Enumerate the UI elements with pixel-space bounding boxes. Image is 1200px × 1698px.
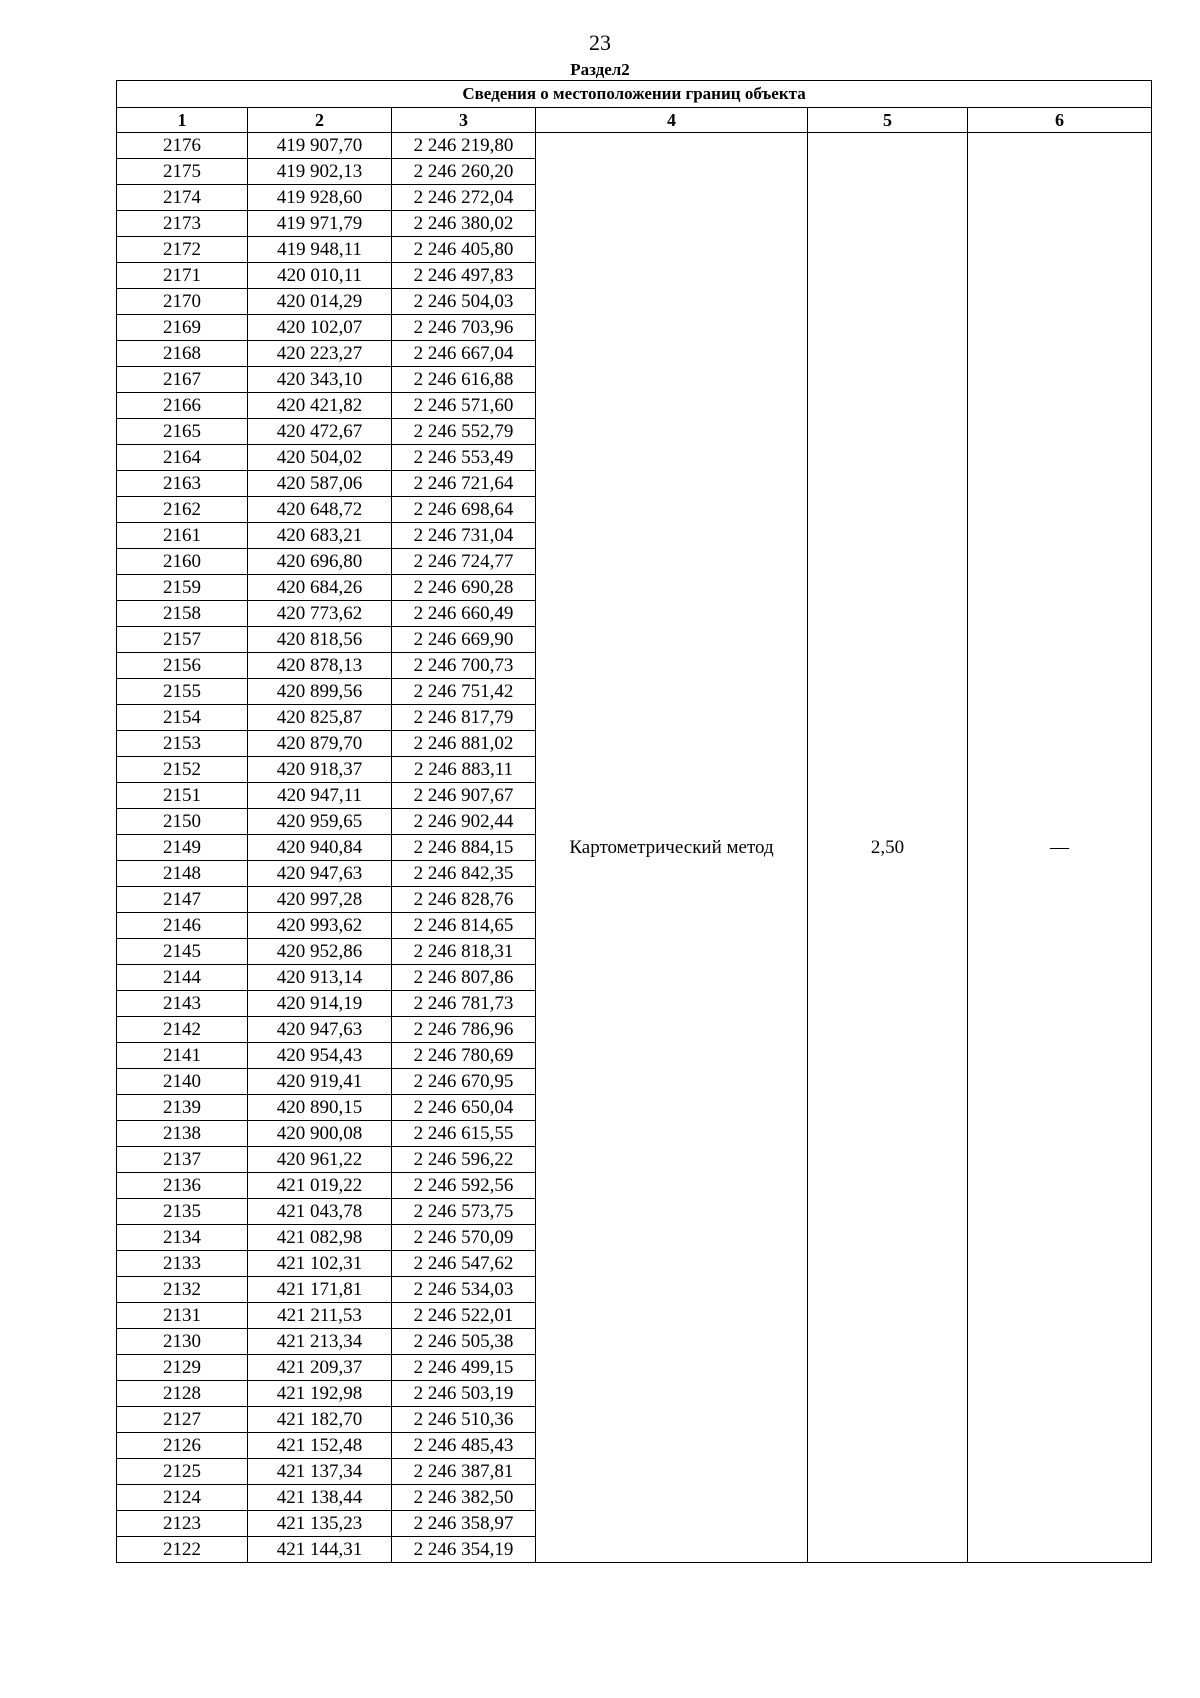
x-coordinate-cell: 420 102,07 — [248, 315, 392, 341]
point-number-cell: 2132 — [117, 1277, 248, 1303]
y-coordinate-cell: 2 246 571,60 — [392, 393, 536, 419]
column-6-cell: — — [968, 133, 1152, 1563]
x-coordinate-cell: 420 993,62 — [248, 913, 392, 939]
y-coordinate-cell: 2 246 405,80 — [392, 237, 536, 263]
point-number-cell: 2176 — [117, 133, 248, 159]
point-number-cell: 2147 — [117, 887, 248, 913]
x-coordinate-cell: 419 907,70 — [248, 133, 392, 159]
y-coordinate-cell: 2 246 499,15 — [392, 1355, 536, 1381]
y-coordinate-cell: 2 246 724,77 — [392, 549, 536, 575]
point-number-cell: 2157 — [117, 627, 248, 653]
x-coordinate-cell: 420 952,86 — [248, 939, 392, 965]
point-number-cell: 2150 — [117, 809, 248, 835]
point-number-cell: 2134 — [117, 1225, 248, 1251]
point-number-cell: 2146 — [117, 913, 248, 939]
x-coordinate-cell: 419 902,13 — [248, 159, 392, 185]
y-coordinate-cell: 2 246 786,96 — [392, 1017, 536, 1043]
y-coordinate-cell: 2 246 907,67 — [392, 783, 536, 809]
y-coordinate-cell: 2 246 698,64 — [392, 497, 536, 523]
y-coordinate-cell: 2 246 592,56 — [392, 1173, 536, 1199]
x-coordinate-cell: 420 773,62 — [248, 601, 392, 627]
point-number-cell: 2174 — [117, 185, 248, 211]
x-coordinate-cell: 420 684,26 — [248, 575, 392, 601]
y-coordinate-cell: 2 246 615,55 — [392, 1121, 536, 1147]
y-coordinate-cell: 2 246 382,50 — [392, 1485, 536, 1511]
y-coordinate-cell: 2 246 272,04 — [392, 185, 536, 211]
x-coordinate-cell: 420 890,15 — [248, 1095, 392, 1121]
point-number-cell: 2153 — [117, 731, 248, 757]
method-cell: Картометрический метод — [536, 133, 808, 1563]
y-coordinate-cell: 2 246 780,69 — [392, 1043, 536, 1069]
y-coordinate-cell: 2 246 669,90 — [392, 627, 536, 653]
point-number-cell: 2138 — [117, 1121, 248, 1147]
x-coordinate-cell: 420 961,22 — [248, 1147, 392, 1173]
y-coordinate-cell: 2 246 842,35 — [392, 861, 536, 887]
table-caption: Сведения о местоположении границ объекта — [117, 81, 1152, 108]
y-coordinate-cell: 2 246 828,76 — [392, 887, 536, 913]
table-caption-row — [117, 81, 1152, 108]
y-coordinate-cell: 2 246 570,09 — [392, 1225, 536, 1251]
x-coordinate-cell: 421 019,22 — [248, 1173, 392, 1199]
x-coordinate-cell: 420 825,87 — [248, 705, 392, 731]
point-number-cell: 2137 — [117, 1147, 248, 1173]
column-header-1: 1 — [117, 108, 248, 133]
y-coordinate-cell: 2 246 380,02 — [392, 211, 536, 237]
point-number-cell: 2135 — [117, 1199, 248, 1225]
point-number-cell: 2175 — [117, 159, 248, 185]
column-header-4: 4 — [536, 108, 808, 133]
x-coordinate-cell: 420 947,63 — [248, 861, 392, 887]
y-coordinate-cell: 2 246 573,75 — [392, 1199, 536, 1225]
y-coordinate-cell: 2 246 660,49 — [392, 601, 536, 627]
x-coordinate-cell: 420 899,56 — [248, 679, 392, 705]
y-coordinate-cell: 2 246 721,64 — [392, 471, 536, 497]
point-number-cell: 2166 — [117, 393, 248, 419]
y-coordinate-cell: 2 246 667,04 — [392, 341, 536, 367]
y-coordinate-cell: 2 246 814,65 — [392, 913, 536, 939]
y-coordinate-cell: 2 246 881,02 — [392, 731, 536, 757]
column-header-2: 2 — [248, 108, 392, 133]
point-number-cell: 2151 — [117, 783, 248, 809]
y-coordinate-cell: 2 246 534,03 — [392, 1277, 536, 1303]
point-number-cell: 2129 — [117, 1355, 248, 1381]
point-number-cell: 2156 — [117, 653, 248, 679]
point-number-cell: 2162 — [117, 497, 248, 523]
point-number-cell: 2145 — [117, 939, 248, 965]
point-number-cell: 2126 — [117, 1433, 248, 1459]
y-coordinate-cell: 2 246 670,95 — [392, 1069, 536, 1095]
x-coordinate-cell: 420 818,56 — [248, 627, 392, 653]
y-coordinate-cell: 2 246 260,20 — [392, 159, 536, 185]
point-number-cell: 2149 — [117, 835, 248, 861]
point-number-cell: 2160 — [117, 549, 248, 575]
accuracy-cell: 2,50 — [808, 133, 968, 1563]
x-coordinate-cell: 419 928,60 — [248, 185, 392, 211]
x-coordinate-cell: 420 648,72 — [248, 497, 392, 523]
y-coordinate-cell: 2 246 358,97 — [392, 1511, 536, 1537]
y-coordinate-cell: 2 246 902,44 — [392, 809, 536, 835]
y-coordinate-cell: 2 246 553,49 — [392, 445, 536, 471]
point-number-cell: 2154 — [117, 705, 248, 731]
point-number-cell: 2142 — [117, 1017, 248, 1043]
y-coordinate-cell: 2 246 817,79 — [392, 705, 536, 731]
y-coordinate-cell: 2 246 354,19 — [392, 1537, 536, 1563]
x-coordinate-cell: 420 940,84 — [248, 835, 392, 861]
point-number-cell: 2130 — [117, 1329, 248, 1355]
point-number-cell: 2169 — [117, 315, 248, 341]
point-number-cell: 2164 — [117, 445, 248, 471]
x-coordinate-cell: 420 696,80 — [248, 549, 392, 575]
x-coordinate-cell: 420 947,63 — [248, 1017, 392, 1043]
point-number-cell: 2155 — [117, 679, 248, 705]
x-coordinate-cell: 420 587,06 — [248, 471, 392, 497]
y-coordinate-cell: 2 246 505,38 — [392, 1329, 536, 1355]
point-number-cell: 2159 — [117, 575, 248, 601]
x-coordinate-cell: 420 683,21 — [248, 523, 392, 549]
point-number-cell: 2163 — [117, 471, 248, 497]
x-coordinate-cell: 420 014,29 — [248, 289, 392, 315]
table-header-row — [117, 108, 1152, 133]
y-coordinate-cell: 2 246 807,86 — [392, 965, 536, 991]
x-coordinate-cell: 419 971,79 — [248, 211, 392, 237]
y-coordinate-cell: 2 246 884,15 — [392, 835, 536, 861]
point-number-cell: 2144 — [117, 965, 248, 991]
x-coordinate-cell: 421 138,44 — [248, 1485, 392, 1511]
x-coordinate-cell: 421 171,81 — [248, 1277, 392, 1303]
x-coordinate-cell: 421 137,34 — [248, 1459, 392, 1485]
point-number-cell: 2172 — [117, 237, 248, 263]
page-number: 23 — [589, 30, 611, 55]
y-coordinate-cell: 2 246 503,19 — [392, 1381, 536, 1407]
table-body — [117, 133, 1152, 1563]
column-header-5: 5 — [808, 108, 968, 133]
y-coordinate-cell: 2 246 510,36 — [392, 1407, 536, 1433]
point-number-cell: 2148 — [117, 861, 248, 887]
x-coordinate-cell: 420 914,19 — [248, 991, 392, 1017]
x-coordinate-cell: 420 223,27 — [248, 341, 392, 367]
y-coordinate-cell: 2 246 883,11 — [392, 757, 536, 783]
table-row — [117, 133, 1152, 159]
x-coordinate-cell: 420 919,41 — [248, 1069, 392, 1095]
y-coordinate-cell: 2 246 703,96 — [392, 315, 536, 341]
point-number-cell: 2168 — [117, 341, 248, 367]
column-header-6: 6 — [968, 108, 1152, 133]
y-coordinate-cell: 2 246 552,79 — [392, 419, 536, 445]
y-coordinate-cell: 2 246 497,83 — [392, 263, 536, 289]
point-number-cell: 2123 — [117, 1511, 248, 1537]
point-number-cell: 2167 — [117, 367, 248, 393]
y-coordinate-cell: 2 246 690,28 — [392, 575, 536, 601]
x-coordinate-cell: 420 959,65 — [248, 809, 392, 835]
y-coordinate-cell: 2 246 731,04 — [392, 523, 536, 549]
point-number-cell: 2128 — [117, 1381, 248, 1407]
x-coordinate-cell: 421 152,48 — [248, 1433, 392, 1459]
point-number-cell: 2136 — [117, 1173, 248, 1199]
x-coordinate-cell: 420 913,14 — [248, 965, 392, 991]
point-number-cell: 2122 — [117, 1537, 248, 1563]
y-coordinate-cell: 2 246 818,31 — [392, 939, 536, 965]
point-number-cell: 2173 — [117, 211, 248, 237]
point-number-cell: 2152 — [117, 757, 248, 783]
x-coordinate-cell: 421 082,98 — [248, 1225, 392, 1251]
x-coordinate-cell: 419 948,11 — [248, 237, 392, 263]
point-number-cell: 2158 — [117, 601, 248, 627]
x-coordinate-cell: 420 878,13 — [248, 653, 392, 679]
point-number-cell: 2139 — [117, 1095, 248, 1121]
y-coordinate-cell: 2 246 219,80 — [392, 133, 536, 159]
point-number-cell: 2170 — [117, 289, 248, 315]
x-coordinate-cell: 421 211,53 — [248, 1303, 392, 1329]
y-coordinate-cell: 2 246 616,88 — [392, 367, 536, 393]
y-coordinate-cell: 2 246 485,43 — [392, 1433, 536, 1459]
point-number-cell: 2124 — [117, 1485, 248, 1511]
x-coordinate-cell: 420 504,02 — [248, 445, 392, 471]
point-number-cell: 2161 — [117, 523, 248, 549]
x-coordinate-cell: 420 947,11 — [248, 783, 392, 809]
x-coordinate-cell: 420 997,28 — [248, 887, 392, 913]
x-coordinate-cell: 420 421,82 — [248, 393, 392, 419]
x-coordinate-cell: 420 343,10 — [248, 367, 392, 393]
x-coordinate-cell: 421 182,70 — [248, 1407, 392, 1433]
y-coordinate-cell: 2 246 751,42 — [392, 679, 536, 705]
y-coordinate-cell: 2 246 650,04 — [392, 1095, 536, 1121]
point-number-cell: 2131 — [117, 1303, 248, 1329]
point-number-cell: 2140 — [117, 1069, 248, 1095]
y-coordinate-cell: 2 246 522,01 — [392, 1303, 536, 1329]
x-coordinate-cell: 420 900,08 — [248, 1121, 392, 1147]
x-coordinate-cell: 420 472,67 — [248, 419, 392, 445]
point-number-cell: 2133 — [117, 1251, 248, 1277]
x-coordinate-cell: 421 043,78 — [248, 1199, 392, 1225]
x-coordinate-cell: 420 954,43 — [248, 1043, 392, 1069]
x-coordinate-cell: 421 144,31 — [248, 1537, 392, 1563]
y-coordinate-cell: 2 246 547,62 — [392, 1251, 536, 1277]
x-coordinate-cell: 421 213,34 — [248, 1329, 392, 1355]
x-coordinate-cell: 420 879,70 — [248, 731, 392, 757]
x-coordinate-cell: 420 010,11 — [248, 263, 392, 289]
y-coordinate-cell: 2 246 504,03 — [392, 289, 536, 315]
point-number-cell: 2171 — [117, 263, 248, 289]
x-coordinate-cell: 421 192,98 — [248, 1381, 392, 1407]
section-title: Раздел2 — [570, 60, 630, 79]
x-coordinate-cell: 421 135,23 — [248, 1511, 392, 1537]
y-coordinate-cell: 2 246 781,73 — [392, 991, 536, 1017]
x-coordinate-cell: 420 918,37 — [248, 757, 392, 783]
y-coordinate-cell: 2 246 596,22 — [392, 1147, 536, 1173]
point-number-cell: 2143 — [117, 991, 248, 1017]
point-number-cell: 2165 — [117, 419, 248, 445]
coordinates-table — [116, 80, 1152, 1563]
point-number-cell: 2125 — [117, 1459, 248, 1485]
x-coordinate-cell: 421 102,31 — [248, 1251, 392, 1277]
x-coordinate-cell: 421 209,37 — [248, 1355, 392, 1381]
y-coordinate-cell: 2 246 700,73 — [392, 653, 536, 679]
column-header-3: 3 — [392, 108, 536, 133]
point-number-cell: 2127 — [117, 1407, 248, 1433]
y-coordinate-cell: 2 246 387,81 — [392, 1459, 536, 1485]
point-number-cell: 2141 — [117, 1043, 248, 1069]
